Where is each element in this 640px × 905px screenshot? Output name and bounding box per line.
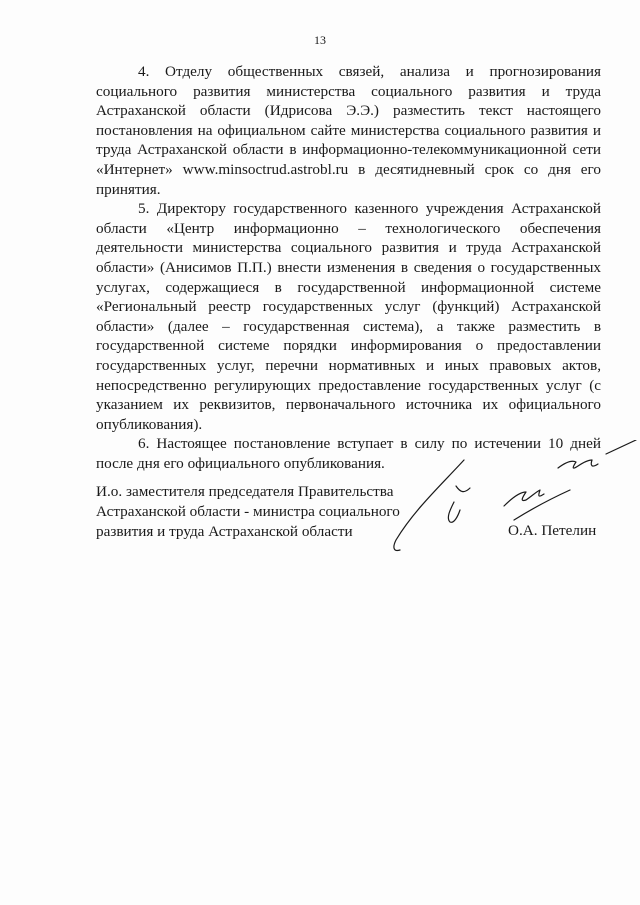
signatory-name: О.А. Петелин (508, 522, 597, 539)
document-body (96, 62, 601, 473)
paragraph-4: 4. Отделу общественных связей, анализа и прогнозирования социального развития министерства социального развития и труда Астраханской области (Идрисова Э.Э.) разместить текст настоящего постановления на официальном сайте министерства социального развития и труда Астраханской области в информационно-телекоммуникационной сети «Интернет» www.minsoctrud.astrobl.ru в десятидневный срок со дня его принятия. (96, 63, 601, 198)
signatory-position-line: И.о. заместителя председателя Правительства (96, 483, 394, 500)
signatory-position-line: развития и труда Астраханской области (96, 523, 353, 540)
handwritten-signature (380, 440, 638, 560)
signatory-position (96, 482, 416, 542)
paragraph-5: 5. Директору государственного казенного учреждения Астраханской области «Центр информационно – технологического обеспечения деятельности министерства социального развития и труда Астраханской области» (Анисимов П.П.) внести изменения в сведения о государственных услугах, содержащиеся в государственной информационной системе «Региональный реестр государственных услуг (функций) Астраханской области» (далее – государственная система), а также разместить в государственной системе порядки информирования о предоставлении государственных услуг, перечни нормативных и иных правовых актов, непосредственно регулирующих предоставление государственных услуг (с указанием их реквизитов, первоначального источника их официального опубликования). (96, 200, 601, 433)
signatory-position-line: Астраханской области - министра социального (96, 503, 400, 520)
page-number: 13 (314, 33, 326, 47)
paragraph-6: 6. Настоящее постановление вступает в силу по истечении 10 дней после дня его официального опубликования. (96, 435, 601, 472)
